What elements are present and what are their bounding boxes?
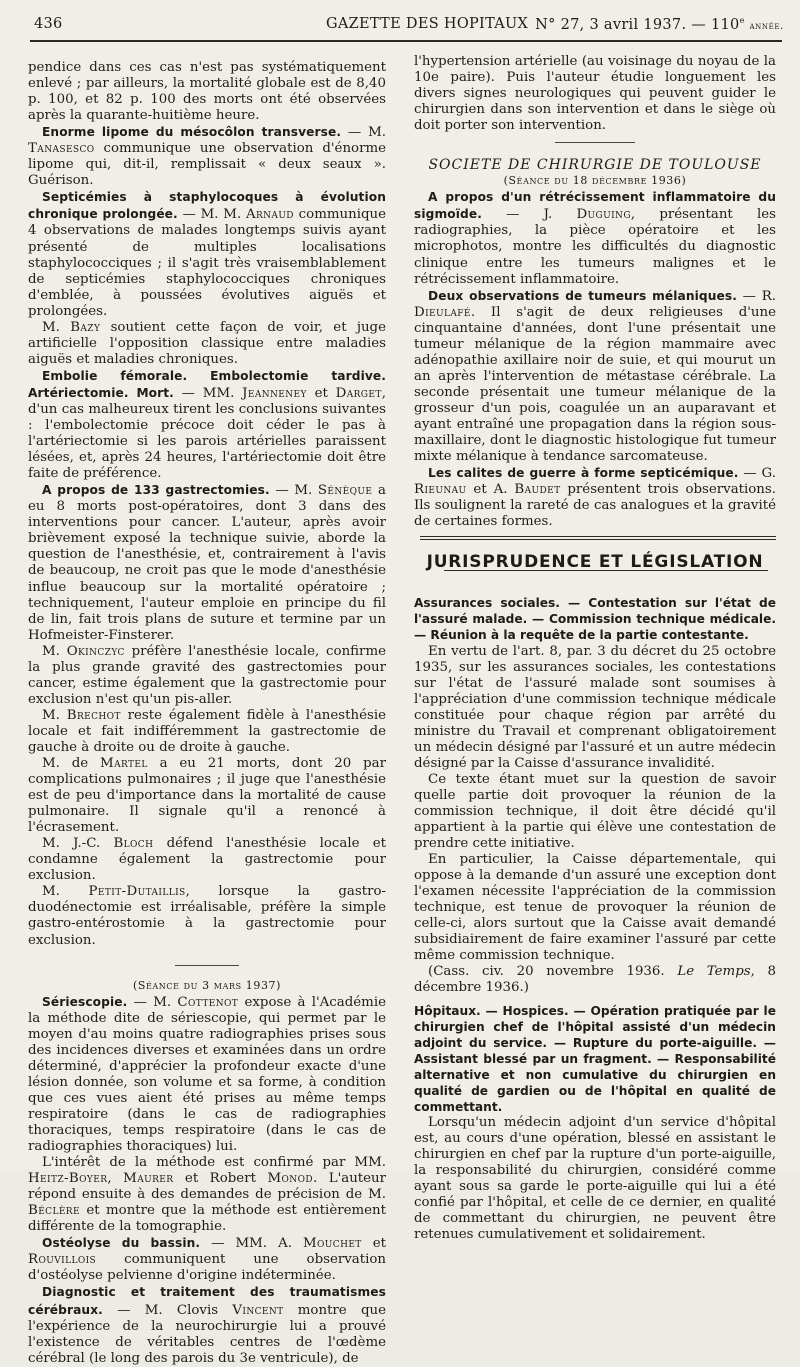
case-heading: Hôpitaux. — Hospices. — Opération pratiquée par le chirurgien chef de l'hôpital assisté d'un médecin adjoint du service. — Rupture du porte-aiguille. — Assistant blessé par un fragment. — Responsabilité alternative et non cumulative du chirurgien en qualité de gardien ou de l'hôpital en qualité de commettant. — [414, 1003, 776, 1114]
paragraph: Lorsqu'un médecin adjoint d'un service d'hôpital est, au cours d'une opération, blessé en assistant le chirurgien en chef par la rupture d'un porte-aiguille, la responsabilité du chirurgien, considéré comme ayant sous sa garde le porte-aiguille qui lui a été confié par l'hôpital, et celle de ce dernier, en qualité de commettant du chirurgien, ne peuvent être retenues cumulativement et solidairement. — [414, 1114, 776, 1243]
paragraph: M. de Martel a eu 21 morts, dont 20 par complications pulmonaires ; il juge que l'anesthésie est de peu d'importance dans la mortalité de cause pulmonaire. Il signale qu'il a renoncé à l'écrasement. — [28, 756, 386, 836]
paragraph: L'intérêt de la méthode est confirmé par MM. Heitz-Boyer, Maurer et Robert Monod. L'auteur répond ensuite à des demandes de précision de M. Béclère et montre que la méthode est entièrement différente de la tomographie. — [28, 1155, 387, 1235]
paragraph: Sériescopie. — M. Cottenot expose à l'Académie la méthode dite de sériescopie, qui permet par le moyen d'au moins quatre radiographies prises sous des incidences diverses et examinées dans un ordre déterminé, d'apprécier la profondeur exacte d'une lésion donnée, son volume et sa forme, à condition que ces vues aient été prises au même temps respiratoire (dans le cas de radiographies thoraciques, temps respiratoire (dans le cas de radiographies thoraciques) lui. — [28, 994, 386, 1155]
paragraph: Diagnostic et traitement des traumatismes cérébraux. — M. Clovis Vincent montre que l'expérience de la neurochirurgie lui a prouvé l'existence de véritables centres de l'œdème cérébral (le long des parois du 3e ventricule), de — [28, 1285, 386, 1366]
section-divider — [555, 142, 635, 143]
issue-info: N° 27, 3 avril 1937. — 110e année. — [535, 16, 784, 33]
paragraph: Septicémies à staphylocoques à évolution chronique prolongée. — M. M. Arnaud communique 4 observations de malades longtemps suivis ayant présenté de multiples localisations staphylococciques ; il s'agit très vraisemblablement de septicémies staphylococciques chroniques d'emblée, à poussées évolutives aiguës et prolongées. — [28, 190, 386, 319]
paragraph: Deux observations de tumeurs mélaniques. — R. Dieulafé. Il s'agit de deux religieuses d'une cinquantaine d'années, dont l'une présentait une tumeur mélanique de la région mammaire avec adénopathie axillaire noir de suie, et qui mourut un an après l'intervention de métastase cérébrale. La seconde présentait une tumeur mélanique de la grosseur d'un pois, coagulée un an auparavant et ayant entraîné une propagation dans la région sous-maxillaire, dont le diagnostic histologique fut tumeur mixte mélanique à tendance sarcomateuse. — [414, 288, 776, 465]
header-rule — [30, 40, 782, 42]
paragraph: A propos de 133 gastrectomies. — M. Sénèque a eu 8 morts post-opératoires, dont 3 dans des interventions pour cancer. L'auteur, après avoir brièvement exposé la technique suivie, aborde la question de l'anesthésie, et, contrairement à l'avis de beaucoup, ne croit pas que le mode d'anesthésie influe beaucoup sur la mortalité opératoire ; techniquement, l'auteur emploie en principe du fil de lin, fait trois plans de suture et termine par un Hofmeister-Finsterer. — [28, 483, 386, 643]
society-heading: SOCIETE DE CHIRURGIE DE TOULOUSE — [428, 157, 762, 174]
right-column — [414, 54, 776, 1243]
page-number: 436 — [34, 16, 63, 32]
left-column — [28, 60, 386, 1367]
paragraph: A propos d'un rétrécissement inflammatoire du sigmoïde. — J. Duguing, présentant les radiographies, la pièce opératoire et les microphotos, montre les difficultés du diagnostic clinique entre les tumeurs malignes et le rétrécissement inflammatoire. — [414, 190, 777, 287]
paragraph: En vertu de l'art. 8, par. 3 du décret du 25 octobre 1935, sur les assurances sociales, les contestations sur l'état de l'assuré malade sont soumises à l'appréciation d'une commission technique médicale constituée pour chaque région par arrêté du ministre du Travail et comprenant obligatoirement un médecin désigné par l'assuré et un autre médecin désigné par la Caisse d'assurance invalidité. — [414, 643, 776, 771]
paragraph: Enorme lipome du mésocôlon transverse. — M. Tanasesco communique une observation d'énorme lipome qui, dit-il, remplissait « deux seaux ». Guérison. — [28, 125, 387, 189]
paragraph: l'hypertension artérielle (au voisinage du noyau de la 10e paire). Puis l'auteur étudie longuement les divers signes neurologiques qui peuvent guider le chirurgien dans son intervention et dans le siège où doit porter son intervention. — [414, 54, 776, 134]
case-heading: Assurances sociales. — Contestation sur l'état de l'assuré malade. — Commission technique médicale. — Réunion à la requête de la partie contestante. — [414, 596, 776, 643]
paragraph: Les calites de guerre à forme septicémique. — G. Rieunau et A. Baudet présentent trois observations. Ils soulignent la rareté de cas analogues et la gravité de certaines formes. — [414, 466, 776, 530]
paragraph: M. Bazy soutient cette façon de voir, et juge artificielle l'opposition classique entre maladies aiguës et maladies chroniques. — [28, 319, 386, 367]
session-date: (Séance du 18 décembre 1936) — [503, 174, 687, 188]
journal-title: GAZETTE DES HOPITAUX — [326, 16, 529, 32]
paragraph: M. Brechot reste également fidèle à l'anesthésie locale et fait indifféremment la gastrectomie de gauche à droite ou de droite à gauche. — [28, 707, 386, 755]
paragraph: M. Petit-Dutaillis, lorsque la gastro-duodénectomie est irréalisable, préfère la simple gastro-entérostomie à la gastrectomie pour exclusion. — [28, 884, 386, 948]
paragraph: Ce texte étant muet sur la question de savoir quelle partie doit provoquer la réunion de la commission technique, il doit être décidé qu'il appartient à la partie qui élève une contestation de prendre cette initiative. — [414, 771, 776, 852]
case-citation: (Cass. civ. 20 novembre 1936. Le Temps, 8 décembre 1936.) — [414, 964, 776, 996]
paragraph: Embolie fémorale. Embolectomie tardive. Artériectomie. Mort. — MM. Jeanneney et Darget, d'un cas malheureux tirent les conclusions suivantes : l'embolectomie précoce doit céder le pas à l'artériectomie si les parois artérielles paraissent lésées, et, après 24 heures, l'artériectomie doit être faite de préférence. — [28, 368, 387, 482]
rubric-divider — [420, 536, 776, 540]
rubric-heading: JURISPRUDENCE ET LÉGISLATION — [426, 552, 764, 573]
paragraph: pendice dans ces cas n'est pas systématiquement enlevé ; par ailleurs, la mortalité globale est de 8,40 p. 100, et 82 p. 100 des morts ont été observées après la quarante-huitième heure. — [28, 60, 386, 124]
paragraph: En particulier, la Caisse départementale, qui oppose à la demande d'un assuré une exception dont l'examen nécessite l'appréciation de la commission technique, est tenue de provoquer la réunion de celle-ci, alors surtout que la Caisse avait demandé subsidiairement de faire examiner l'assuré par cette même commission technique. — [414, 852, 776, 964]
running-header — [34, 16, 784, 38]
session-date: (Séance du 3 mars 1937) — [132, 978, 282, 992]
paragraph: Ostéolyse du bassin. — MM. A. Mouchet et Rouvillois communiquent une observation d'ostéolyse pelvienne d'origine indéterminée. — [28, 1236, 386, 1284]
section-divider — [175, 965, 239, 966]
paragraph: M. Okinczyc préfère l'anesthésie locale, confirme la plus grande gravité des gastrectomies pour cancer, estime également que la gastrectomie pour exclusion n'est qu'un pis-aller. — [28, 643, 386, 707]
paragraph: M. J.-C. Bloch défend l'anesthésie locale et condamne également la gastrectomie pour exclusion. — [28, 836, 386, 884]
